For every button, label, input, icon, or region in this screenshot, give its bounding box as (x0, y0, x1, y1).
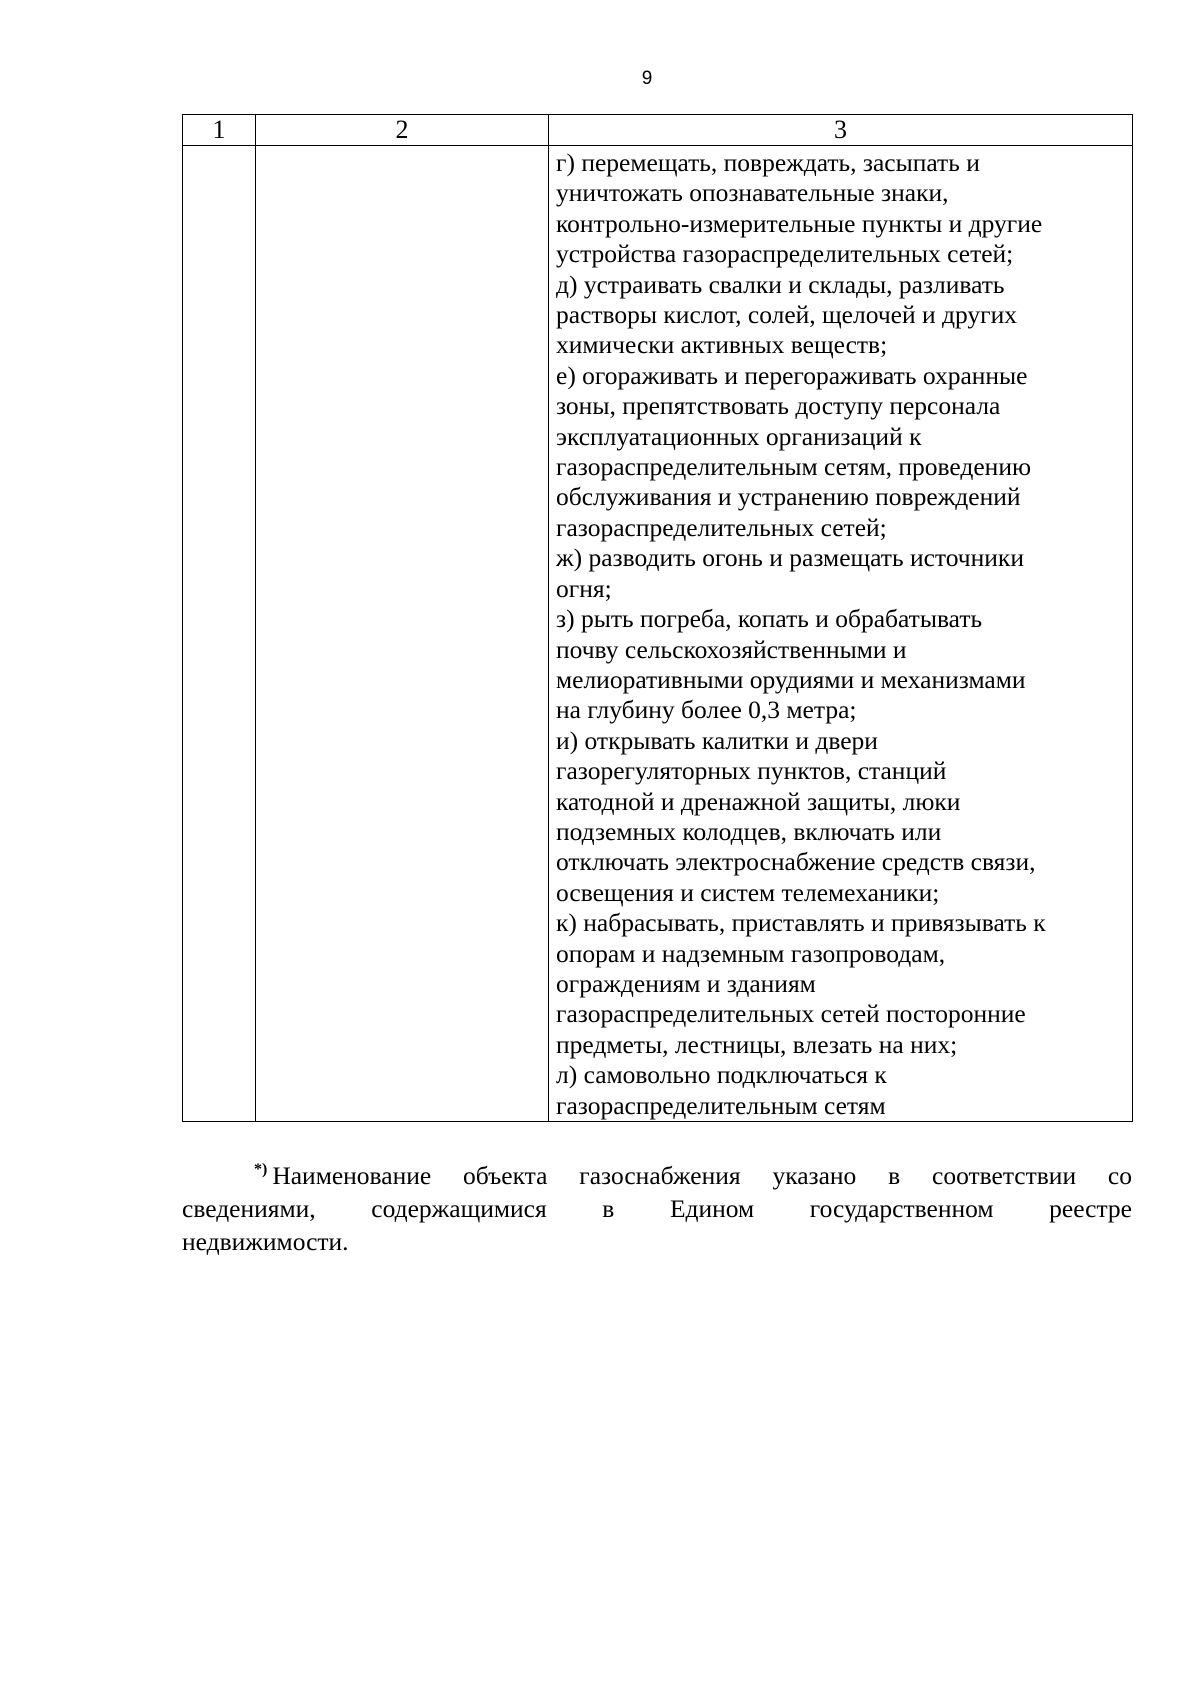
restriction-text-line: катодной и дренажной защиты, люки (556, 786, 961, 816)
restriction-text-line: зоны, препятствовать доступу персонала (556, 391, 1001, 421)
restrictions-table (182, 114, 1133, 1122)
table-cell-col-3 (549, 146, 1133, 1122)
table-header-row (183, 115, 1133, 146)
footnote-line-1 (182, 1153, 1132, 1192)
restriction-text-line: г) перемещать, повреждать, засыпать и (556, 148, 980, 177)
restriction-text-line: контрольно-измерительные пункты и другие (556, 208, 1043, 238)
restriction-text-line: и) открывать калитки и двери (556, 725, 878, 755)
table-header-col-2: 2 (256, 115, 549, 146)
restriction-text-line: устройства газораспределительных сетей; (556, 239, 1014, 269)
footnote-line-3: недвижимости. (182, 1227, 349, 1256)
restriction-text-line: е) огораживать и перегораживать охранные (556, 360, 1028, 390)
restriction-text-line: к) набрасывать, приставлять и привязывать к (556, 908, 1046, 938)
restriction-text-line: опорам и надземным газопроводам, (556, 938, 946, 968)
restriction-text-line: на глубину более 0,3 метра; (556, 695, 857, 725)
restriction-text-line: д) устраивать свалки и склады, разливать (556, 269, 1005, 299)
footnote-text-1: Наименование объекта газоснабжения указано в соответствии со (272, 1161, 1132, 1190)
restriction-text-line: ограждениям и зданиям (556, 968, 816, 998)
table-header-col-3: 3 (549, 115, 1133, 146)
table-cell-col-1 (183, 146, 256, 1122)
restriction-text-line: з) рыть погреба, копать и обрабатывать (556, 604, 983, 634)
restriction-text-line: предметы, лестницы, влезать на них; (556, 1029, 958, 1059)
restriction-text-line: обслуживания и устранению повреждений (556, 482, 1021, 512)
restriction-text-line: газораспределительных сетей; (556, 512, 887, 542)
restriction-text-line: газораспределительных сетей посторонние (556, 999, 1026, 1029)
restrictions-list (549, 146, 1132, 1121)
footnote-mark: *) (254, 1161, 268, 1178)
restriction-text-line: ж) разводить огонь и размещать источники (556, 543, 1024, 573)
restriction-text-line: огня; (556, 573, 612, 603)
restriction-text-line: растворы кислот, солей, щелочей и других (556, 300, 1017, 330)
table-cell-col-2 (256, 146, 549, 1122)
restriction-text-line: почву сельскохозяйственными и (556, 634, 907, 664)
restriction-text-line: эксплуатационных организаций к (556, 421, 922, 451)
restriction-text-line: подземных колодцев, включать или (556, 816, 942, 846)
restriction-text-line: мелиоративными орудиями и механизмами (556, 664, 1026, 694)
footnote (182, 1153, 1132, 1258)
table-row (183, 146, 1133, 1122)
restriction-text-line: химически активных веществ; (556, 330, 888, 360)
footnote-line-2: сведениями, содержащимися в Едином государственном реестре (182, 1194, 1132, 1223)
restriction-text-line: отключать электроснабжение средств связи, (556, 847, 1036, 877)
restriction-text-line: освещения и систем телемеханики; (556, 877, 940, 907)
restriction-text-line: газораспределительным сетям, проведению (556, 452, 1032, 482)
restriction-text-line: л) самовольно подключаться к (556, 1060, 887, 1090)
restriction-text-line: уничтожать опознавательные знаки, (556, 178, 949, 208)
table-header-col-1: 1 (183, 115, 256, 146)
restriction-text-line: газорегуляторных пунктов, станций (556, 756, 947, 786)
page-number: 9 (641, 68, 653, 89)
restriction-text-line: газораспределительным сетям (556, 1090, 886, 1120)
